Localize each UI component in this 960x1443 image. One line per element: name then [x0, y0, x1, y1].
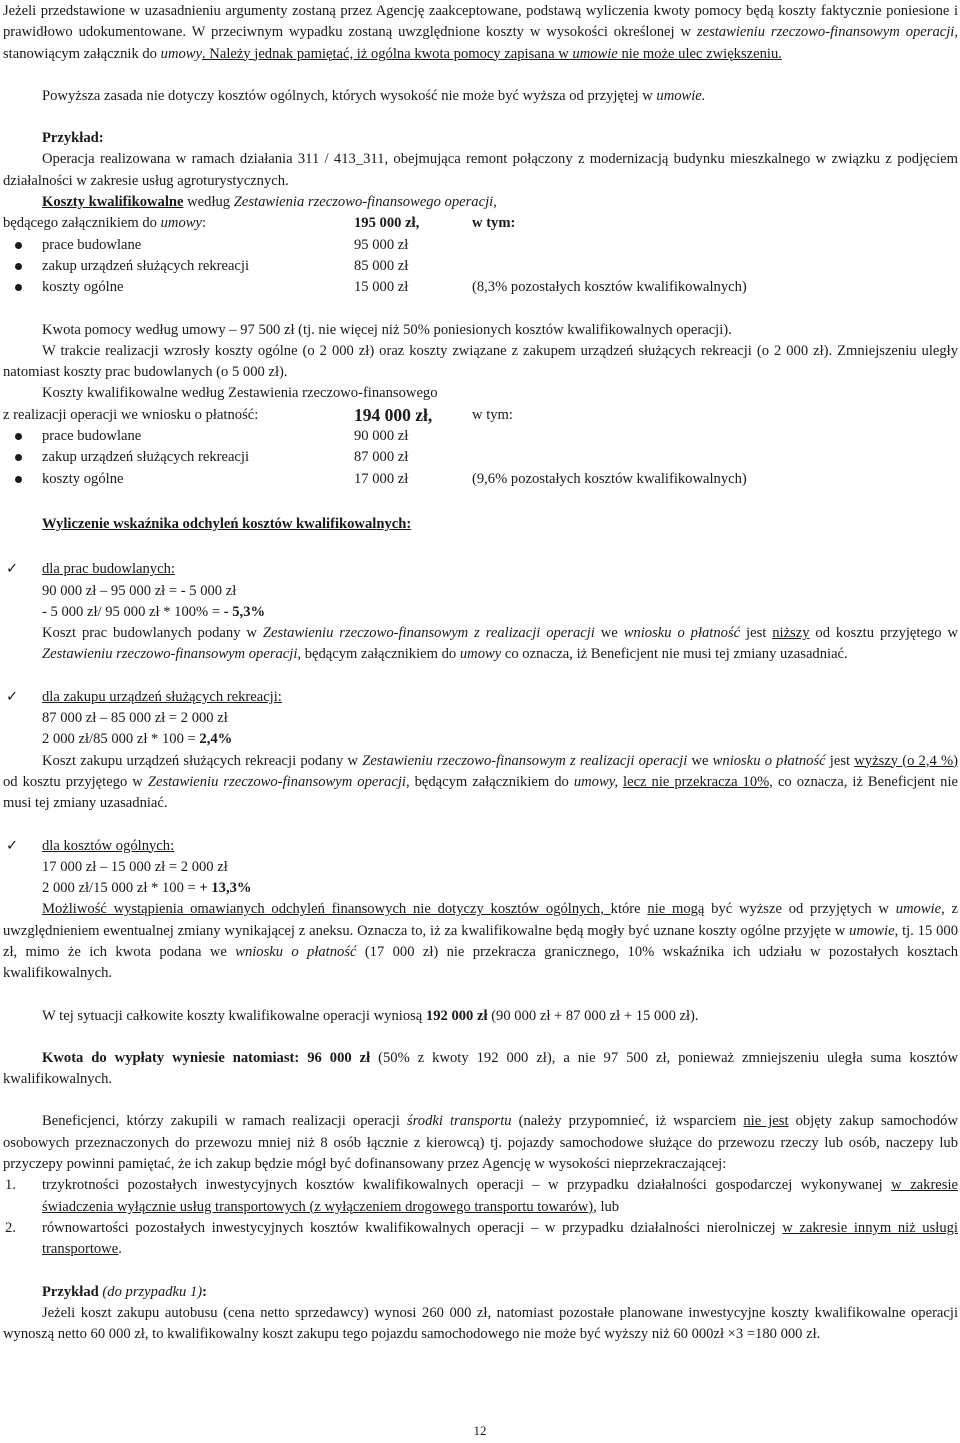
numbered-item-2: 2. równowartości pozostałych inwestycyjnych kosztów kwalifikowalnych operacji – w przypadku działalności nierolniczej w zakresie innym niż usługi transportowe. — [5, 1219, 958, 1258]
page-number: 12 — [473, 1423, 487, 1438]
cost-note — [472, 426, 958, 447]
cost-value: 17 000 zł — [354, 470, 409, 487]
eligible-costs-total-row: będącego załącznikiem do umowy: 195 000 zł, w tym: — [3, 215, 516, 232]
cost-value: 85 000 zł — [354, 257, 409, 274]
cost-list-item — [3, 469, 958, 490]
cost-label: prace budowlane — [42, 428, 142, 445]
eligible-costs-header-2: Koszty kwalifikowalne według Zestawienia rzeczowo-finansowego — [42, 385, 438, 402]
cost-list-payment — [3, 426, 958, 490]
calc-explanation: Możliwość wystąpienia omawianych odchyleń finansowych nie dotyczy kosztów ogólnych, które nie mogą być wyższe od przyjętych w umowie, z uwzględnieniem ewentualnej zmiany wynikającej z aneksu. Oznacza to, iż za kwalifikowalne będą mogły być uznane koszty ogólne przyjęte w umowie, tj. 15 000 zł, mimo że ich kwota podana we wniosku o płatność (17 000 zł) nie przekracza granicznego, 10% wskaźnika ich udziału w pozostałych kosztach kwalifikowalnych. — [3, 901, 959, 982]
cost-note — [472, 235, 958, 256]
cost-label: zakup urządzeń służących rekreacji — [42, 257, 250, 274]
cost-value: 15 000 zł — [354, 279, 409, 296]
check-icon: ✓ — [6, 688, 19, 705]
calc-line: 17 000 zł – 15 000 zł = 2 000 zł — [42, 858, 228, 875]
calc-explanation: Koszt prac budowlanych podany w Zestawieniu rzeczowo-finansowym z realizacji operacji we wniosku o płatność jest niższy od kosztu przyjętego w Zestawieniu rzeczowo-finansowym operacji, będącym załącznikiem do umowy co oznacza, iż Beneficjent nie musi tej zmiany uzasadniać. — [42, 625, 958, 663]
eligible-costs-header: Koszty kwalifikowalne według Zestawienia rzeczowo-finansowego operacji, — [42, 194, 497, 211]
calc-line: 87 000 zł – 85 000 zł = 2 000 zł — [42, 710, 228, 727]
paragraph-changes: W trakcie realizacji wzrosły koszty ogólne (o 2 000 zł) oraz koszty związane z zakupem urządzeń służących rekreacji (o 2 000 zł). Zmniejszeniu uległy natomiast koszty prac budowlanych (o 5 000 zł). — [3, 342, 958, 381]
example-text: Operacja realizowana w ramach działania 311 / 413_311, obejmująca remont połączony z modernizacją budynku mieszkalnego w związku z podjęciem działalności w zakresie usług agroturystycznych. — [3, 151, 958, 189]
cost-value: 90 000 zł — [354, 428, 409, 445]
calc-line: - 5 000 zł/ 95 000 zł * 100% = - 5,3% — [42, 603, 266, 620]
cost-label: koszty ogólne — [42, 470, 124, 487]
payment-costs-total-row: z realizacji operacji we wniosku o płatność: 194 000 zł, w tym: — [3, 404, 513, 425]
calc-construction — [3, 559, 958, 665]
calc-equipment — [3, 687, 958, 751]
cost-note: (8,3% pozostałych kosztów kwalifikowalnych) — [472, 279, 747, 296]
calc-title: dla zakupu urządzeń służących rekreacji: — [42, 688, 282, 705]
cost-note — [472, 447, 958, 468]
cost-label: zakup urządzeń służących rekreacji — [42, 449, 250, 466]
paragraph-intro — [3, 1, 958, 65]
calc-line: 2 000 zł/85 000 zł * 100 = 2,4% — [42, 731, 233, 748]
section-heading: Wyliczenie wskaźnika odchyleń kosztów kwalifikowalnych: — [42, 515, 412, 532]
example-2-text: Jeżeli koszt zakupu autobusu (cena netto sprzedawcy) wynosi 260 000 zł, natomiast pozostałe planowane inwestycyjne koszty kwalifikowalne operacji wynoszą netto 60 000 zł, to kwalifikowalny koszt zakupu tego pojazdu samochodowego nie może być wyższy niż 60 000zł ×3 =180 000 zł. — [3, 1304, 958, 1343]
calc-title: dla prac budowlanych: — [42, 561, 175, 578]
underlined-text: . Należy jednak pamiętać, iż ogólna kwota pomocy zapisana w umowie nie może ulec zwiększeniu. — [202, 45, 782, 62]
cost-list-agreement — [3, 235, 958, 299]
calc-explanation: Koszt zakupu urządzeń służących rekreacji podany w Zestawieniu rzeczowo-finansowym z realizacji operacji we wniosku o płatność jest wyższy (o 2,4 %) od kosztu przyjętego w Zestawieniu rzeczowo-finansowym operacji, będącym załącznikiem do umowy, lecz nie przekracza 10%, co oznacza, iż Beneficjent nie musi tej zmiany uzasadniać. — [3, 752, 958, 812]
cost-label: prace budowlane — [42, 236, 142, 253]
cost-list-item — [3, 447, 958, 468]
calc-line: 2 000 zł/15 000 zł * 100 = + 13,3% — [42, 880, 252, 897]
cost-list-item — [3, 235, 958, 256]
calc-general — [3, 836, 958, 900]
check-icon: ✓ — [6, 837, 19, 854]
example-label: Przykład: — [42, 130, 104, 147]
cost-note — [472, 256, 958, 277]
paragraph-payout: Kwota do wypłaty wyniesie natomiast: 96 000 zł (50% z kwoty 192 000 zł), a nie 97 500 zł, ponieważ zmniejszeniu uległa suma kosztów kwalifikowalnych. — [3, 1049, 958, 1088]
check-icon: ✓ — [6, 561, 19, 578]
calc-line: 90 000 zł – 95 000 zł = - 5 000 zł — [42, 582, 237, 599]
cost-value: 95 000 zł — [354, 236, 409, 253]
text: Jeżeli przedstawione w uzasadnieniu argumenty zostaną przez Agencję zaakceptowane, podstawą wyliczenia kwoty pomocy będą koszty faktycznie poniesione i prawidłowo udokumentowane. W przeciwnym wypadku zostaną uwzględnione koszty w wysokości określonej w — [3, 3, 958, 41]
cost-list-item — [3, 256, 958, 277]
paragraph-total-costs: W tej sytuacji całkowite koszty kwalifikowalne operacji wyniosą 192 000 zł (90 000 zł + 87 000 zł + 15 000 zł). — [42, 1007, 699, 1024]
paragraph-transport: Beneficjenci, którzy zakupili w ramach realizacji operacji środki transportu (należy przypomnieć, iż wsparciem nie jest objęty zakup samochodów osobowych przeznaczonych do przewozu mniej niż 8 osób łącznie z kierowcą) tj. pojazdy samochodowe służące do przewozu rzeczy lub osób, naczepy lub przyczepy powinni pamiętać, że ich zakup będzie mógł być dofinansowany przez Agencję w wysokości nieprzekraczającej: — [3, 1113, 958, 1173]
calc-title: dla kosztów ogólnych: — [42, 837, 175, 854]
paragraph-general-costs: Powyższa zasada nie dotyczy kosztów ogólnych, których wysokość nie może być wyższa od przyjętej w umowie. — [42, 87, 706, 104]
text: umowy — [160, 45, 202, 62]
cost-list-item — [3, 426, 958, 447]
aid-amount-line: Kwota pomocy według umowy – 97 500 zł (tj. nie więcej niż 50% poniesionych kosztów kwalifikowalnych operacji). — [42, 321, 732, 338]
cost-label: koszty ogólne — [42, 279, 124, 296]
text: zestawieniu rzeczowo-finansowym operacji — [696, 24, 955, 41]
cost-value: 87 000 zł — [354, 449, 409, 466]
text: , stanowiącym załącznik do — [3, 24, 958, 62]
cost-note: (9,6% pozostałych kosztów kwalifikowalnych) — [472, 470, 747, 487]
numbered-item-1: 1. trzykrotności pozostałych inwestycyjnych kosztów kwalifikowalnych operacji – w przypadku działalności gospodarczej wykonywanej w zakresie świadczenia wyłącznie usług transportowych (z wyłączeniem drogowego transportu towarów), lub — [5, 1177, 958, 1215]
cost-list-item — [3, 277, 958, 298]
example-2-label: Przykład (do przypadku 1): — [42, 1283, 207, 1300]
